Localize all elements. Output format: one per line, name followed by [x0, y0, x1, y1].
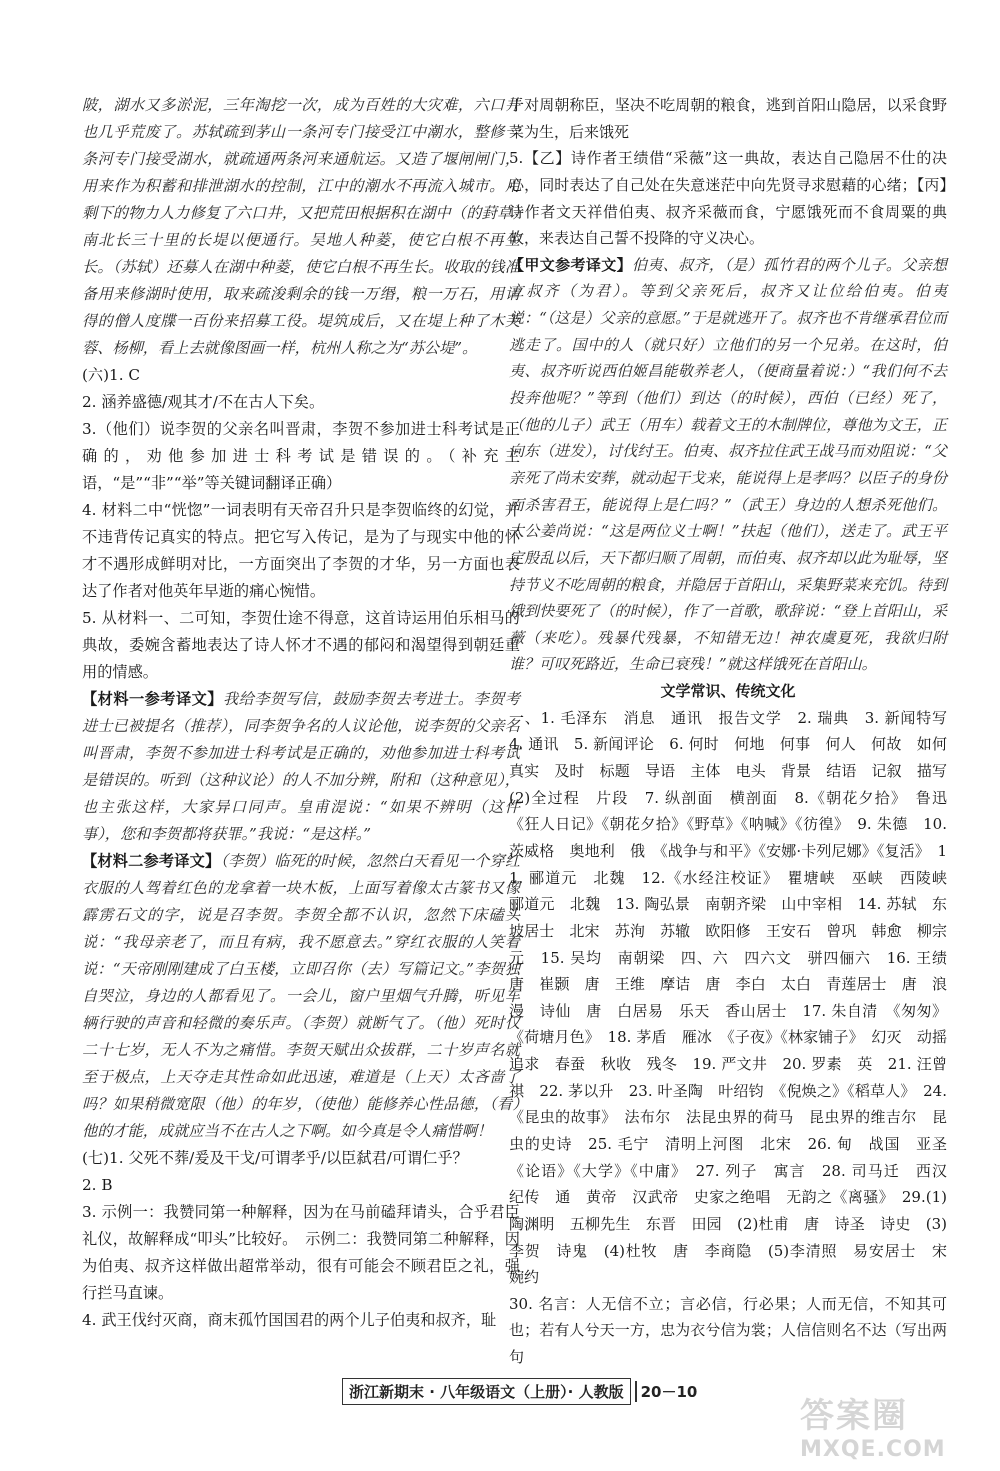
answer-paragraph	[509, 1291, 947, 1371]
answer-text: 2. 涵养盛德/观其才/不在古人下矣。	[82, 393, 325, 411]
answer-paragraph	[82, 605, 520, 686]
answer-text: 3.（他们）说李贺的父亲名叫晋肃，李贺不参加进士科考试是正确的，劝他参加进士科考试是错误的。（补充主语，“是”“非”“举”等关键词翻译正确）	[82, 420, 520, 492]
answer-paragraph	[82, 416, 520, 497]
answer-paragraph	[82, 92, 520, 362]
answer-text: 2. B	[82, 1176, 113, 1194]
answer-paragraph	[509, 145, 947, 252]
answer-paragraph	[82, 848, 520, 1145]
answer-text: （李贺）临死的时候，忽然白天看见一个穿红衣服的人驾着红色的龙拿着一块木板，上面写着像太古篆书又像霹雳石文的字，说是召李贺。李贺全都不认识，忽然下床磕头说：“我母亲老了，而且有病，我不愿意去。”穿红衣服的人笑着说：“天帝刚刚建成了白玉楼，立即召你（去）写篇记文。”李贺独自哭泣，身边的人都看见了。一会儿，窗户里烟气升腾，听见车辆行驶的声音和轻微的奏乐声。（李贺）就断气了。（他）死时仅二十七岁，无人不为之痛惜。李贺天赋出众拔群，二十岁声名就至于极点，上天夺走其性命如此迅速，难道是（上天）太吝啬了吗？如果稍微宽限（他）的年岁，（使他）能修养心性品德，（看）他的才能，成就应当不在古人之下啊。如今真是令人痛惜啊！	[82, 852, 521, 1140]
section-title: 文学常识、传统文化	[660, 682, 796, 701]
answer-text: 于对周朝称臣，坚决不吃周朝的粮食，逃到首阳山隐居，以采食野菜为生，后来饿死	[509, 96, 947, 141]
answer-text: 4. 材料二中“恍惚”一词表明有天帝召升只是李贺临终的幻觉，并不违背传记真实的特点。把它写入传记，是为了与现实中他的怀才不遇形成鲜明对比，一方面突出了李贺的才华，另一方面也表达了作者对他英年早逝的痛心惋惜。	[82, 501, 520, 600]
watermark-text: 答案圈	[800, 1396, 908, 1436]
translation-label: 【材料二参考译文】	[82, 852, 221, 870]
left-column	[82, 92, 520, 1334]
watermark-logo	[800, 1388, 980, 1468]
page-footer	[342, 1378, 697, 1405]
answer-text: (七)1. 父死不葬/爰及干戈/可谓孝乎/以臣弑君/可谓仁乎？	[82, 1149, 468, 1167]
footer-title: 浙江新期末 · 八年级语文（上册）· 人教版	[342, 1378, 631, 1405]
answer-paragraph	[82, 389, 520, 416]
answer-paragraph	[82, 1199, 520, 1307]
answer-text: 陂，湖水又多淤泥，三年淘挖一次，成为百姓的大灾难，六口井也几乎荒废了。苏轼疏到茅山一条河专门接受江中潮水，整修一条河专门接受湖水，就疏通两条河来通航运。又造了堰闸闸门，用来作为积蓄和排泄湖水的控制，江中的潮水不再流入城市。用剩下的物力人力修复了六口井，又把荒田根据积在湖中（的葑草）南北长三十里的长堤以便通行。吴地人种菱，使它白根不再生长。（苏轼）还募人在湖中种菱，使它白根不再生长。收取的钱准备用来修湖时使用，取来疏浚剩余的钱一万缗，粮一万石，用请得的僧人度牒一百份来招募工役。堤筑成后，又在堤上种了木芙蓉、杨柳，看上去就像图画一样，杭州人称之为“苏公堤”。	[82, 96, 520, 357]
answer-text: 3. 示例一：我赞同第一种解释，因为在马前磕拜请头，合乎君臣礼仪，故解释成“叩头”比较好。 示例二：我赞同第二种解释，因为伯夷、叔齐这样做出超常举动，很有可能会不顾君臣之礼，强行拦马直谏。	[82, 1203, 520, 1302]
answer-text: 4. 武王伐纣灭商，商末孤竹国国君的两个儿子伯夷和叔齐，耻	[82, 1311, 497, 1329]
answer-paragraph	[82, 362, 520, 389]
right-column	[509, 92, 963, 1371]
watermark-url: MXQE.COM	[800, 1437, 946, 1462]
answer-text: 一、1. 毛泽东 消息 通讯 报告文学 2. 瑞典 3. 新闻特写 4. 通讯 5. 新闻评论 6. 何时 何地 何事 何人 何故 如何 真实 及时 标题 导语 主体 电头 背景 结语 记叙 描写 (2)全过程 片段 7. 纵剖面 横剖面 8.《朝花夕拾》 鲁迅 《狂人日记》《朝花夕拾》《野草》《呐喊》《彷徨》 9. 朱德 10. 茨威格 奥地利 俄 《战争与和平》《安娜·卡列尼娜》《复活》 11. 郦道元 北魏 12.《水经注校证》 瞿塘峡 巫峡 西陵峡 郦道元 北魏 13. 陶弘景 南朝齐梁 山中宰相 14. 苏轼 东坡居士 北宋 苏洵 苏辙 欧阳修 王安石 曾巩 韩愈 柳宗元 15. 吴均 南朝梁 四、六 四六文 骈四俪六 16. 王绩 唐 崔颢 唐 王维 摩诘 唐 李白 太白 青莲居士 唐 浪漫 诗仙 唐 白居易 乐天 香山居士 17. 朱自清 《匆匆》《荷塘月色》 18. 茅盾 雁冰 《子夜》《林家铺子》 幻灭 动摇 追求 春蚕 秋收 残冬 19. 严文井 20. 罗素 英 21. 汪曾祺 22. 茅以升 23. 叶圣陶 叶绍钧 《倪焕之》《稻草人》 24.《昆虫的故事》 法布尔 法昆虫界的荷马 昆虫界的维吉尔 昆虫的史诗 25. 毛宁 清明上河图 北宋 26. 甸 战国 亚圣 《论语》《大学》《中庸》 27. 列子 寓言 28. 司马迁 西汉 纪传 通 黄帝 汉武帝 史家之绝唱 无韵之《离骚》 29.(1)陶渊明 五柳先生 东晋 田园 (2)杜甫 唐 诗圣 诗史 (3)李贺 诗鬼 (4)杜牧 唐 李商隐 (5)李清照 易安居士 宋 婉约	[509, 708, 963, 1287]
answer-paragraph	[82, 686, 520, 848]
answer-paragraph	[509, 252, 947, 678]
answer-paragraph	[82, 1145, 520, 1172]
answer-paragraph	[82, 1307, 520, 1334]
answer-text: 30. 名言：人无信不立；言必信，行必果；人而无信，不知其可也；若有人兮天一方，忠为衣兮信为裳；人信信则名不达（写出两句	[509, 1294, 947, 1367]
translation-label: 【材料一参考译文】	[82, 690, 223, 708]
answer-text: 5. 从材料一、二可知，李贺仕途不得意，这首诗运用伯乐相马的典故，委婉含蓄地表达了诗人怀才不遇的郁闷和渴望得到朝廷重用的情感。	[82, 609, 520, 681]
translation-label: 【甲文参考译文】	[509, 255, 632, 274]
answer-paragraph	[82, 497, 520, 605]
footer-page-number: 20－10	[635, 1381, 698, 1402]
answer-paragraph	[509, 92, 947, 145]
answer-text: 5.【乙】诗作者王绩借“采薇”这一典故，表达自己隐居不仕的决心，同时表达了自己处在失意迷茫中向先贤寻求慰藉的心绪；【丙】诗作者文天祥借伯夷、叔齐采薇而食，宁愿饿死而不食周粟的典故，来表达自己誓不投降的守义决心。	[509, 149, 947, 248]
answer-paragraph	[82, 1172, 520, 1199]
answer-text: 我给李贺写信，鼓励李贺去考进士。李贺考进士已被提名（推荐），同李贺争名的人议论他，说李贺的父亲名叫晋肃，李贺不参加进士科考试是正确的，劝他参加进士科考试是错误的。听到（这种议论）的人不加分辨，附和（这种意见），也主张这样，大家异口同声。皇甫湜说：“如果不辨明（这件事），您和李贺都将获罪。”我说：“是这样。”	[82, 690, 521, 843]
answer-text: (六)1. C	[82, 366, 140, 384]
answer-paragraph	[509, 705, 963, 1291]
answer-text: 伯夷、叔齐，（是）孤竹君的两个儿子。父亲想立叔齐（为君）。等到父亲死后，叔齐又让位给伯夷。伯夷说：“（这是）父亲的意愿。”于是就逃开了。叔齐也不肯继承君位而逃走了。国中的人（就只好）立他们的另一个兄弟。在这时，伯夷、叔齐听说西伯姬昌能敬养老人，（便商量着说：）“我们何不去投奔他呢？”等到（他们）到达（的时候），西伯（已经）死了，（他的儿子）武王（用车）载着文王的木制牌位，尊他为文王，正向东（进发），讨伐纣王。伯夷、叔齐拉住武王战马而劝阻说：“父亲死了尚未安葬，就动起干戈来，能说得上是孝吗？以臣子的身份而杀害君王，能说得上是仁吗？”（武王）身边的人想杀死他们。太公姜尚说：“这是两位义士啊！”扶起（他们），送走了。武王平定殷乱以后，天下都归顺了周朝，而伯夷、叔齐却以此为耻辱，坚持节义不吃周朝的粮食，并隐居于首阳山，采集野菜来充饥。待到饿到快要死了（的时候），作了一首歌，歌辞说：“登上首阳山，采薇（来吃）。残暴代残暴，不知错无边！神农虞夏死，我欲归附谁？可叹死路近，生命已衰残！”就这样饿死在首阳山。	[509, 255, 947, 674]
